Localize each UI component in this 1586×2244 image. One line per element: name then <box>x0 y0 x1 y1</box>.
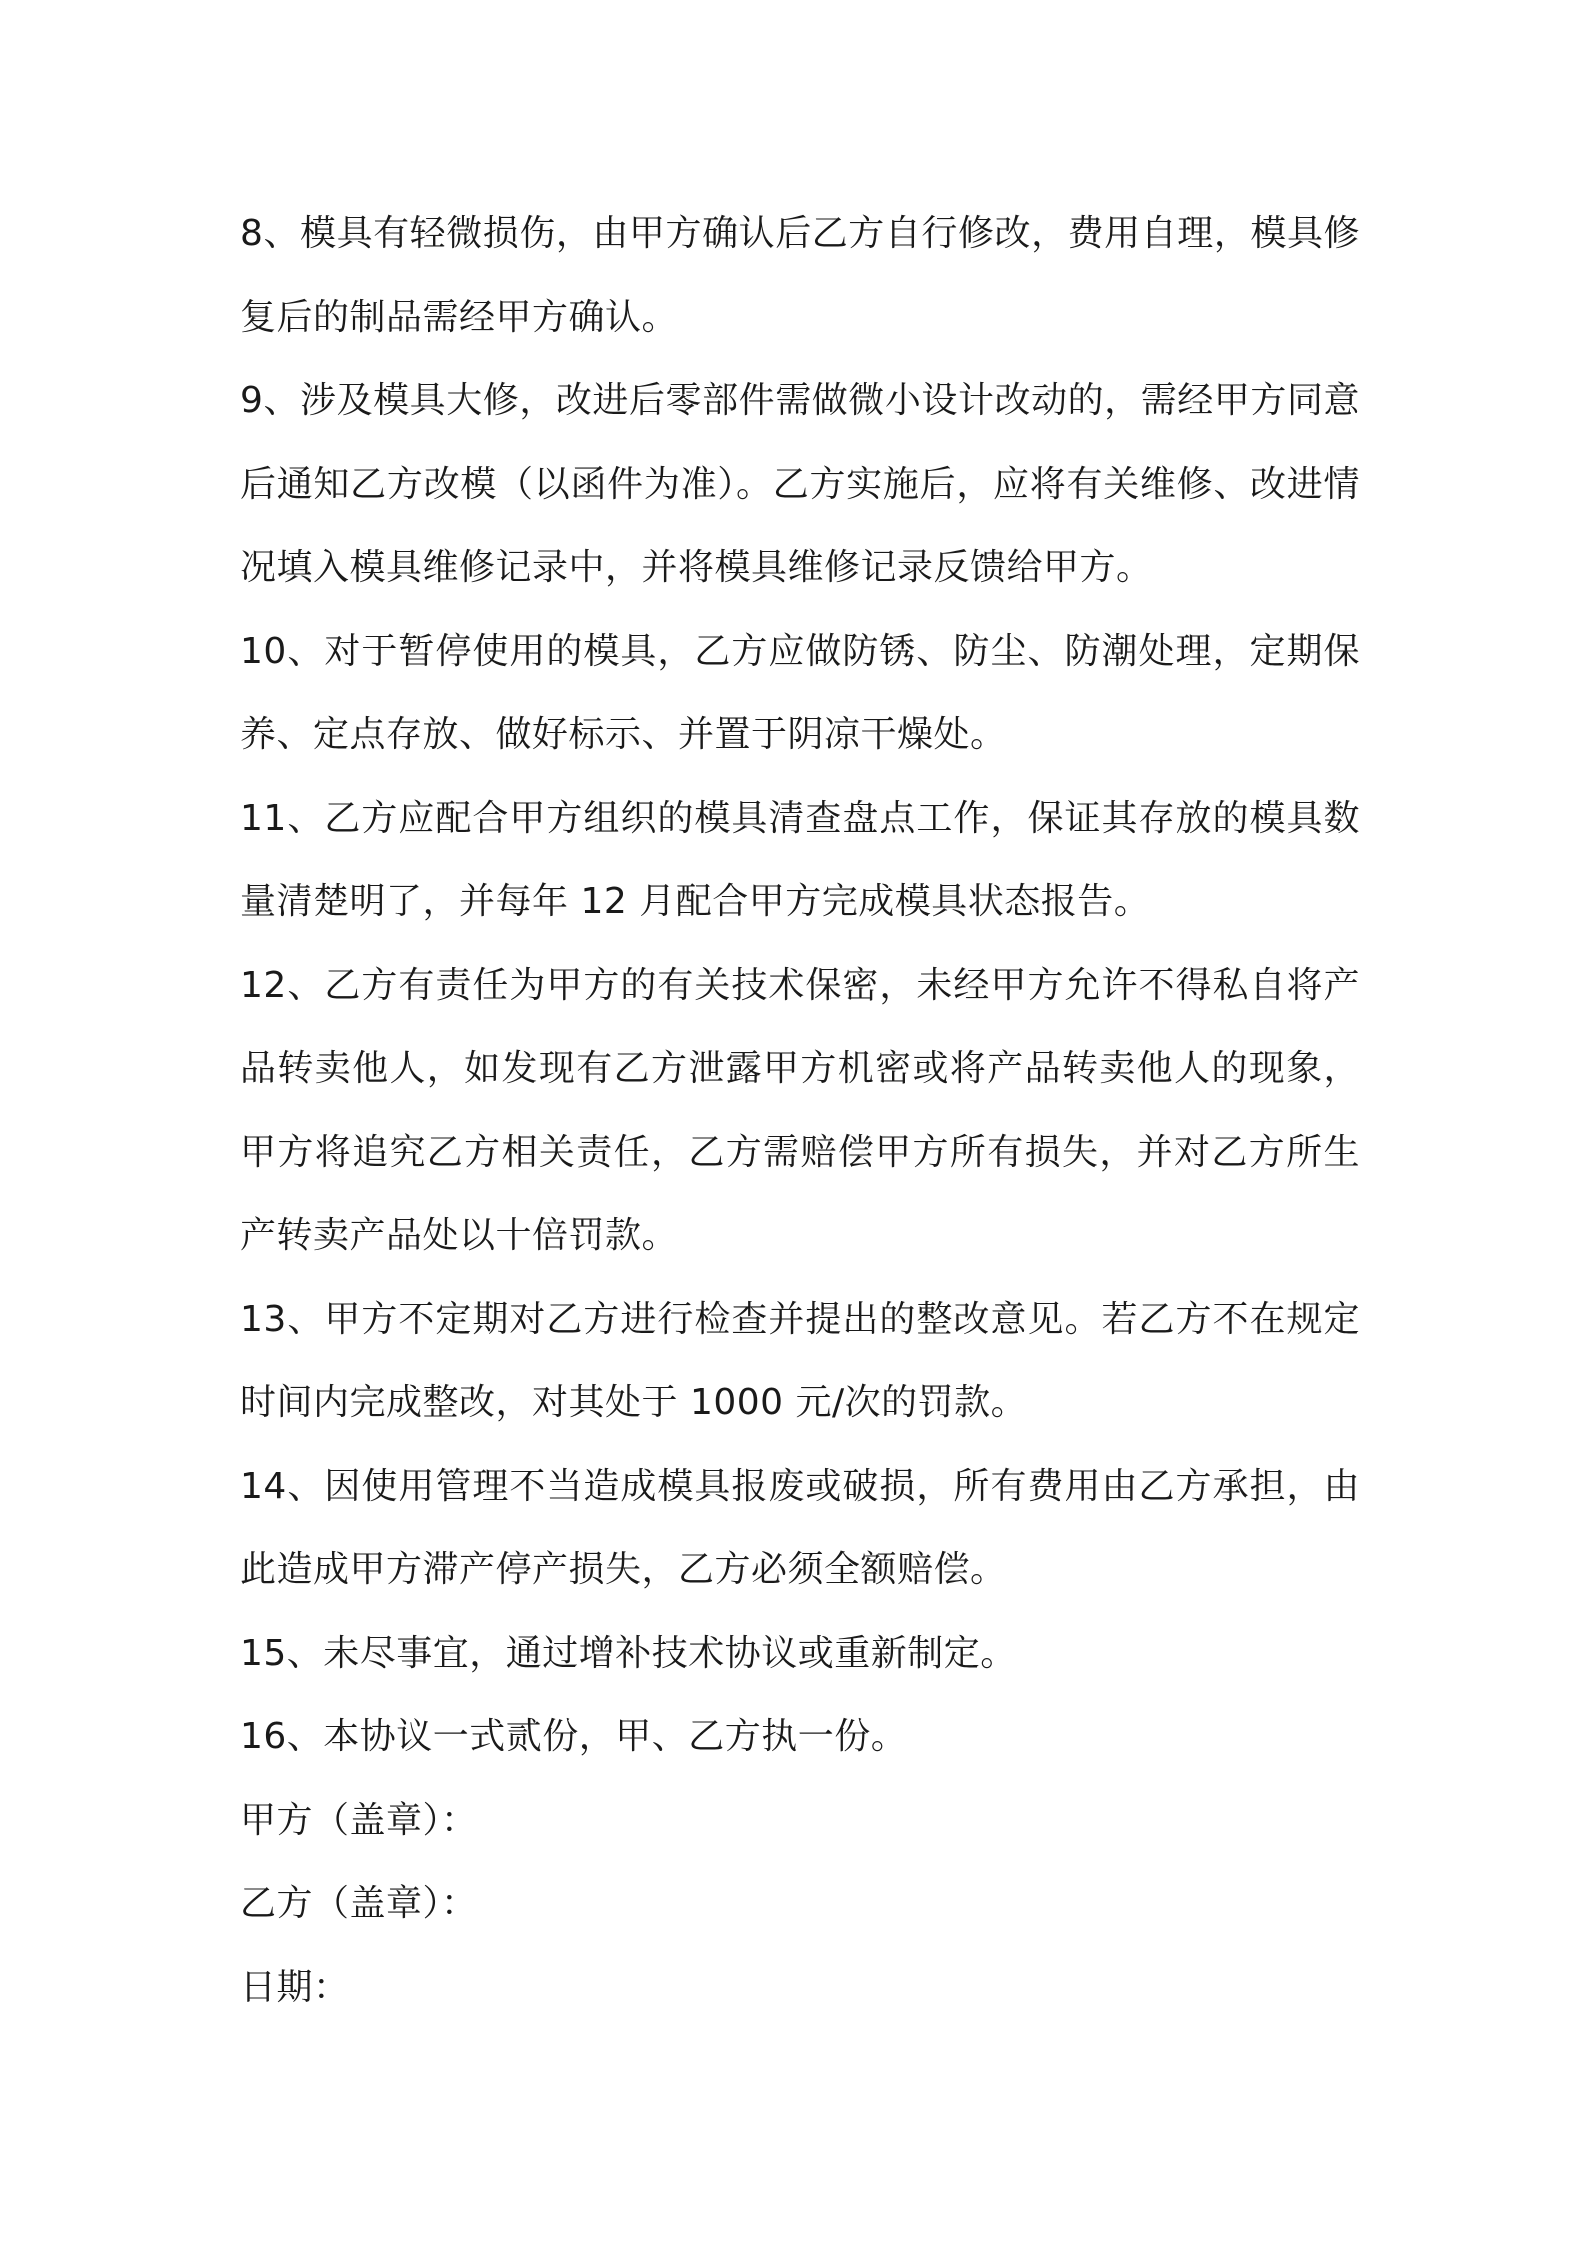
clause-8: 8、模具有轻微损伤，由甲方确认后乙方自行修改，费用自理，模具修复后的制品需经甲方确认。 <box>240 213 1360 338</box>
clause-14: 14、因使用管理不当造成模具报废或破损，所有费用由乙方承担，由此造成甲方滞产停产损失，乙方必须全额赔偿。 <box>240 1465 1360 1590</box>
clause-10: 10、对于暂停使用的模具，乙方应做防锈、防尘、防潮处理，定期保养、定点存放、做好标示、并置于阴凉干燥处。 <box>240 630 1360 755</box>
agreement-body <box>240 192 1360 2029</box>
date-line: 日期： <box>240 1966 350 2008</box>
clause-16: 16、本协议一式贰份，甲、乙方执一份。 <box>240 1716 908 1757</box>
party-a-seal-line: 甲方（盖章）： <box>240 1799 478 1841</box>
clause-11: 11、乙方应配合甲方组织的模具清查盘点工作，保证其存放的模具数量清楚明了，并每年 12 月配合甲方完成模具状态报告。 <box>240 797 1360 922</box>
party-b-seal-line: 乙方（盖章）： <box>240 1883 478 1924</box>
clause-12: 12、乙方有责任为甲方的有关技术保密，未经甲方允许不得私自将产品转卖他人，如发现有乙方泄露甲方机密或将产品转卖他人的现象，甲方将追究乙方相关责任，乙方需赔偿甲方所有损失，并对乙方所生产转卖产品处以十倍罚款。 <box>240 964 1360 1256</box>
clause-15: 15、未尽事宜，通过增补技术协议或重新制定。 <box>240 1632 1017 1674</box>
clause-13: 13、甲方不定期对乙方进行检查并提出的整改意见。若乙方不在规定时间内完成整改，对其处于 1000 元/次的罚款。 <box>240 1298 1360 1423</box>
clause-9: 9、涉及模具大修，改进后零部件需做微小设计改动的，需经甲方同意后通知乙方改模（以函件为准）。乙方实施后，应将有关维修、改进情况填入模具维修记录中，并将模具维修记录反馈给甲方。 <box>240 380 1360 588</box>
